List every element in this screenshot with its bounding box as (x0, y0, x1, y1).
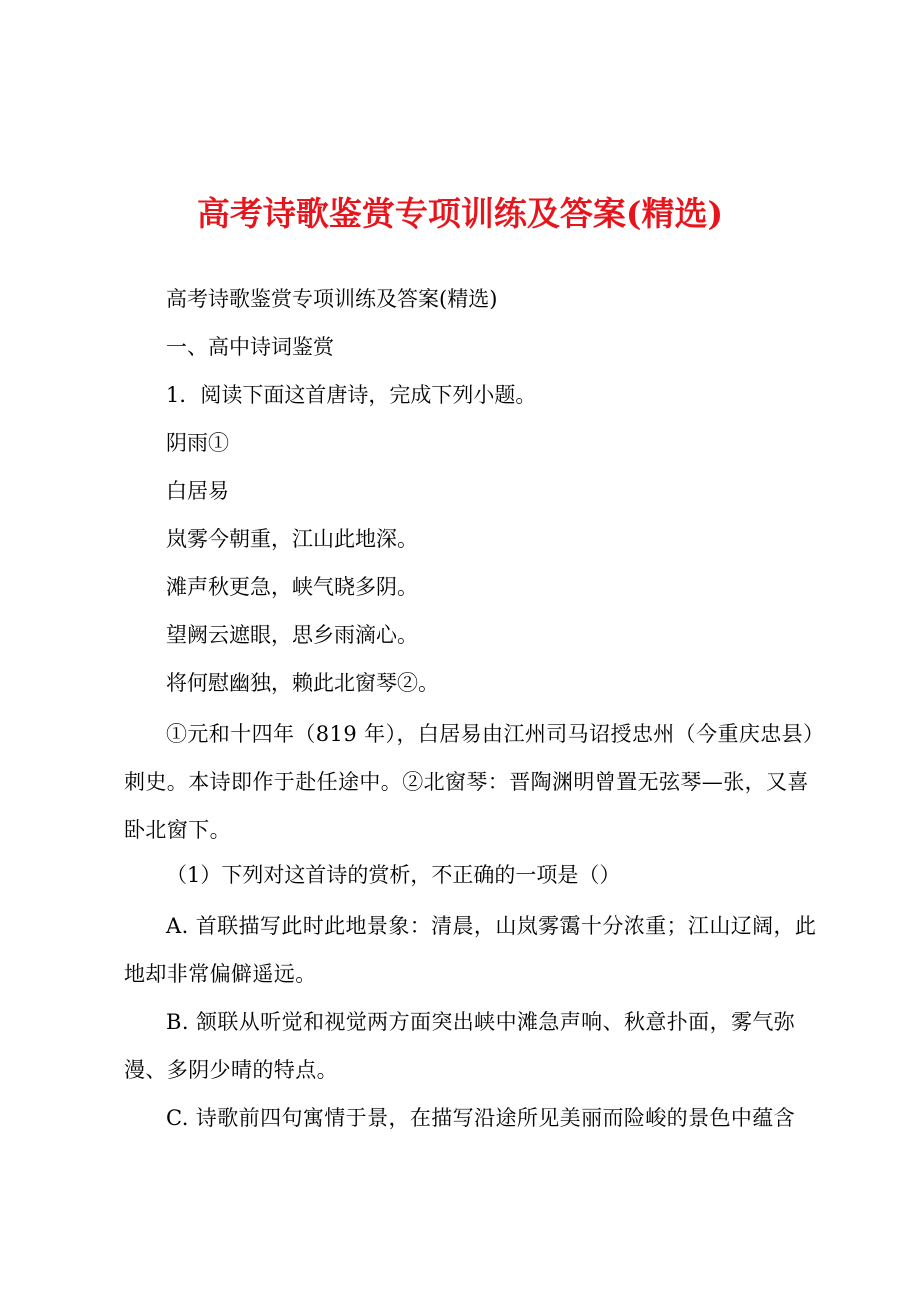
poem-line: 望阙云遮眼，思乡雨滴心。 (166, 623, 418, 647)
poem-author: 白居易 (166, 479, 229, 503)
section-heading: 一、高中诗词鉴赏 (166, 335, 334, 359)
document-subtitle: 高考诗歌鉴赏专项训练及答案(精选) (166, 287, 498, 311)
sub-question: （1）下列对这首诗的赏析，不正确的一项是（） (166, 863, 621, 887)
question-intro: 1．阅读下面这首唐诗，完成下列小题。 (166, 383, 537, 407)
poem-notes: ①元和十四年（819 年），白居易由江州司马诏授忠州（今重庆忠县）刺史。本诗即作于赴任途中。②北窗琴：晋陶渊明曾置无弦琴—张，又喜卧北窗下。 (124, 722, 814, 842)
document-title: 高考诗歌鉴赏专项训练及答案(精选) (196, 194, 724, 233)
poem-line: 岚雾今朝重，江山此地深。 (166, 527, 418, 551)
poem-line: 将何慰幽独，赖此北窗琴②。 (166, 671, 439, 695)
option-a: A. 首联描写此时此地景象：清晨，山岚雾霭十分浓重；江山辽阔，此地却非常偏僻遥远。 (124, 914, 817, 986)
option-c: C. 诗歌前四句寓情于景，在描写沿途所见美丽而险峻的景色中蕴含 (166, 1106, 796, 1130)
poem-title: 阴雨① (166, 431, 229, 455)
option-b: B. 颔联从听觉和视觉两方面突出峡中滩急声响、秋意扑面，雾气弥漫、多阴少晴的特点。 (124, 1010, 796, 1082)
poem-line: 滩声秋更急，峡气晓多阴。 (166, 575, 418, 599)
